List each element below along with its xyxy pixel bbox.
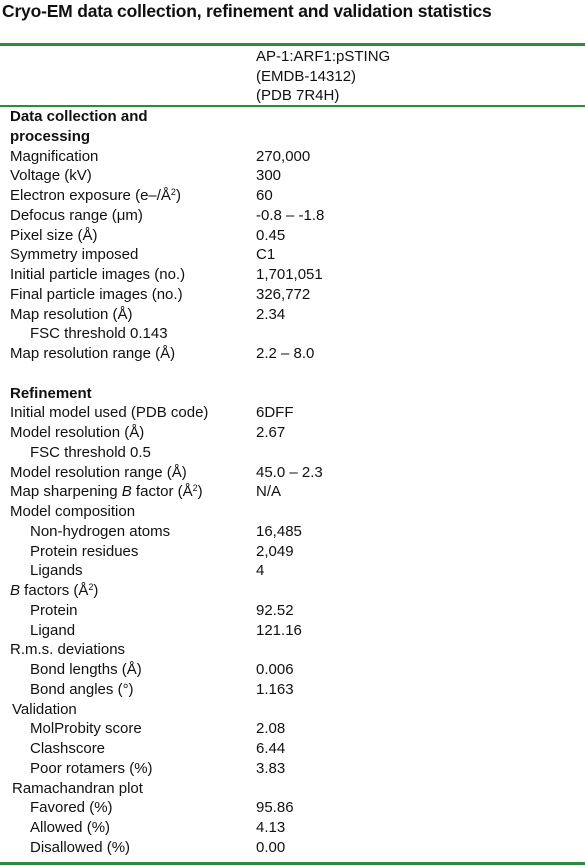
- table-row: [0, 147, 585, 167]
- bottom-rule: [0, 862, 585, 865]
- row-label: Map resolution (Å): [10, 305, 133, 323]
- table-row: [0, 759, 585, 779]
- row-value: 1,701,051: [256, 266, 323, 283]
- row-value: 121.16: [256, 621, 302, 639]
- row-label: Allowed (%): [30, 819, 111, 836]
- row-label: Electron exposure $(e-/Å^2)$: [10, 187, 181, 204]
- row-label: Data collection and: [10, 108, 148, 125]
- table-row: [0, 423, 585, 443]
- row-label: Defocus range (μm): [10, 206, 143, 224]
- section-heading-row: [0, 107, 585, 127]
- table-row: [0, 364, 585, 384]
- row-label: Initial particle images (no.): [10, 266, 186, 283]
- row-value: 2.34: [256, 305, 286, 323]
- table-row: [0, 265, 585, 285]
- row-value: 0.45: [256, 226, 286, 244]
- row-value: 0.006: [256, 661, 294, 678]
- row-label: Model resolution (Å): [10, 424, 145, 441]
- column-header-line: (EMDB-14312): [256, 67, 357, 85]
- row-label: Symmetry imposed: [10, 246, 139, 264]
- row-label: Map resolution range (Å): [10, 345, 176, 362]
- table-row: [0, 206, 585, 226]
- row-value: 4.13: [256, 819, 286, 836]
- row-label: Final particle images (no.): [10, 285, 183, 303]
- row-value: 60: [256, 187, 273, 204]
- row-label: Voltage (kV): [10, 167, 92, 185]
- table-row: [0, 482, 585, 502]
- table-row: [0, 581, 585, 601]
- row-value: 92.52: [256, 601, 294, 619]
- table-row: [0, 621, 585, 641]
- row-label: Non-hydrogen atoms: [30, 522, 171, 540]
- row-value: 95.86: [256, 799, 294, 817]
- table-row: [0, 838, 585, 858]
- table-row: [0, 502, 585, 522]
- row-label: Initial model used (PDB code): [10, 404, 209, 422]
- row-label: Poor rotamers (%): [30, 759, 153, 777]
- row-label: Protein: [30, 601, 78, 619]
- section-heading-row: [0, 127, 585, 147]
- row-label: Bond lengths (Å): [30, 661, 142, 678]
- row-value: 16,485: [256, 522, 302, 540]
- row-label: Refinement: [10, 384, 92, 402]
- column-header: [256, 47, 390, 106]
- table-row: [0, 660, 585, 680]
- row-label: FSC threshold 0.5: [30, 443, 151, 461]
- row-value: 1.163: [256, 680, 294, 698]
- table-row: [0, 719, 585, 739]
- row-value: 2.67: [256, 424, 286, 441]
- table-row: [0, 324, 585, 344]
- row-value: 2.2 – 8.0: [256, 345, 315, 362]
- row-value: 2,049: [256, 542, 294, 560]
- row-value: 4: [256, 562, 265, 580]
- row-label: Ramachandran plot: [12, 779, 143, 797]
- table-row: [0, 700, 585, 720]
- row-label: Protein residues: [30, 542, 139, 560]
- row-value: 3.83: [256, 759, 286, 777]
- row-label: MolProbity score: [30, 720, 142, 738]
- table-row: [0, 344, 585, 364]
- row-label: Pixel size (Å): [10, 226, 98, 244]
- row-value: C1: [256, 246, 276, 264]
- table-row: [0, 542, 585, 562]
- row-label: Model composition: [10, 503, 136, 520]
- section-heading-row: [0, 384, 585, 404]
- table-row: [0, 186, 585, 206]
- stats-table-body: [0, 107, 585, 858]
- row-label: FSC threshold 0.143: [30, 325, 168, 343]
- row-value: 326,772: [256, 285, 311, 303]
- row-value: 6DFF: [256, 404, 294, 422]
- top-rule: [0, 43, 585, 46]
- table-row: [0, 522, 585, 542]
- table-row: [0, 166, 585, 186]
- table-title: Cryo-EM data collection, refinement and validation statistics: [2, 1, 492, 21]
- table-row: [0, 779, 585, 799]
- row-value: 6.44: [256, 740, 286, 757]
- row-value: 45.0 – 2.3: [256, 463, 323, 481]
- column-header-line: AP-1:ARF1:pSTING: [256, 48, 391, 65]
- table-row: [0, 798, 585, 818]
- row-label: Map sharpening B factor $(Å^2)$: [10, 483, 203, 501]
- row-label: Magnification: [10, 147, 99, 165]
- row-label: Disallowed (%): [30, 838, 131, 856]
- row-label: processing: [10, 127, 91, 145]
- column-header-line: (PDB 7R4H): [256, 87, 340, 104]
- row-value: N/A: [256, 483, 282, 501]
- table-row: [0, 305, 585, 325]
- table-row: [0, 226, 585, 246]
- row-value: 2.08: [256, 720, 286, 738]
- row-label: Clashscore: [30, 740, 106, 757]
- row-value: 300: [256, 167, 282, 185]
- table-row: [0, 818, 585, 838]
- table-row: [0, 739, 585, 759]
- table-row: [0, 245, 585, 265]
- row-value: 270,000: [256, 147, 311, 165]
- table-row: [0, 680, 585, 700]
- row-value: 0.00: [256, 838, 286, 856]
- row-label: Bond angles (°): [30, 680, 134, 698]
- row-label: Favored (%): [30, 799, 113, 817]
- table-row: [0, 640, 585, 660]
- table-row: [0, 285, 585, 305]
- table-row: [0, 463, 585, 483]
- row-label: B factors $(Å^2)$: [10, 582, 99, 599]
- table-row: [0, 403, 585, 423]
- row-label: Validation: [12, 700, 77, 718]
- table-row: [0, 443, 585, 463]
- table-row: [0, 601, 585, 621]
- table-row: [0, 561, 585, 581]
- row-label: Model resolution range (Å): [10, 463, 187, 481]
- row-value: -0.8 – -1.8: [256, 206, 325, 224]
- row-label: Ligand: [30, 621, 76, 639]
- row-label: Ligands: [30, 562, 83, 580]
- row-label: R.m.s. deviations: [10, 641, 126, 659]
